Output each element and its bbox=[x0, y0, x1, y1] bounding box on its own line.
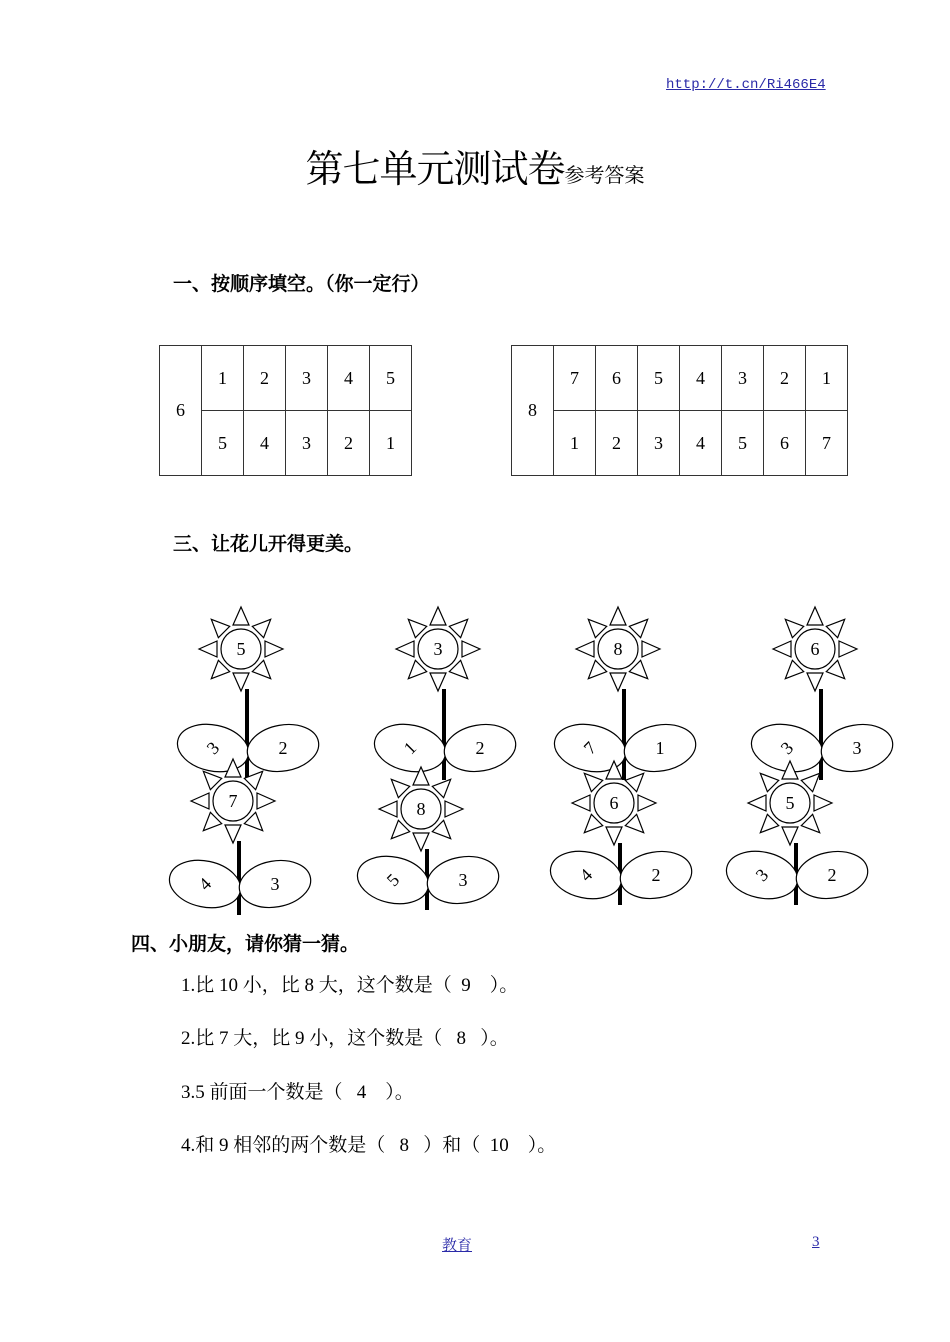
petal bbox=[233, 673, 249, 691]
flower bbox=[747, 607, 896, 780]
right-leaf-number: 2 bbox=[278, 738, 288, 758]
table-total-cell: 6 bbox=[160, 346, 202, 476]
petal bbox=[396, 641, 414, 657]
right-leaf-number: 2 bbox=[475, 738, 485, 758]
table-cell: 3 bbox=[286, 346, 328, 411]
left-leaf-number: 3 bbox=[202, 737, 224, 759]
petal bbox=[265, 641, 283, 657]
petal bbox=[610, 607, 626, 625]
flower-diagram bbox=[0, 590, 950, 930]
petal bbox=[257, 793, 275, 809]
petal bbox=[807, 607, 823, 625]
left-leaf-number: 4 bbox=[194, 873, 216, 895]
table-cell: 1 bbox=[202, 346, 244, 411]
right-leaf-number: 3 bbox=[852, 738, 862, 758]
flower-center-number: 8 bbox=[416, 799, 426, 819]
section3-heading: 三、让花儿开得更美。 bbox=[173, 533, 364, 555]
flower-center-number: 5 bbox=[785, 793, 795, 813]
header-url-link[interactable]: http://t.cn/Ri466E4 bbox=[666, 77, 826, 93]
flower bbox=[370, 607, 519, 780]
table-cell: 5 bbox=[722, 411, 764, 476]
table-cell: 3 bbox=[286, 411, 328, 476]
title-main: 第七单元测试卷 bbox=[305, 147, 565, 191]
sequence-table-8 bbox=[511, 345, 848, 476]
question-4: 4.和 9 相邻的两个数是（ 8 ）和（ 10 ）。 bbox=[181, 1135, 557, 1156]
flower bbox=[353, 767, 502, 910]
table-cell: 2 bbox=[764, 346, 806, 411]
table-cell: 7 bbox=[554, 346, 596, 411]
petal bbox=[379, 801, 397, 817]
petal bbox=[191, 793, 209, 809]
table-cell: 4 bbox=[680, 411, 722, 476]
question-2: 2.比 7 大，比 9 小，这个数是（ 8 ）。 bbox=[181, 1028, 509, 1049]
right-leaf-number: 3 bbox=[270, 874, 280, 894]
table-cell: 1 bbox=[806, 346, 848, 411]
table-cell: 4 bbox=[328, 346, 370, 411]
page-number[interactable]: 3 bbox=[812, 1234, 820, 1250]
table-cell: 4 bbox=[680, 346, 722, 411]
flower bbox=[173, 607, 322, 780]
petal bbox=[606, 827, 622, 845]
table-cell: 1 bbox=[554, 411, 596, 476]
petal bbox=[576, 641, 594, 657]
petal bbox=[413, 833, 429, 851]
petal bbox=[814, 795, 832, 811]
table-cell: 6 bbox=[764, 411, 806, 476]
petal bbox=[638, 795, 656, 811]
petal bbox=[462, 641, 480, 657]
left-leaf-number: 4 bbox=[575, 864, 597, 886]
question-1: 1.比 10 小，比 8 大，这个数是（ 9 ）。 bbox=[181, 975, 519, 996]
flower-center-number: 6 bbox=[609, 793, 619, 813]
petal bbox=[430, 673, 446, 691]
title-sub: 参考答案 bbox=[564, 163, 645, 187]
table-cell: 5 bbox=[370, 346, 412, 411]
flower-center-number: 3 bbox=[433, 639, 443, 659]
footer-link[interactable]: 教育 bbox=[442, 1236, 473, 1254]
petal bbox=[807, 673, 823, 691]
table-cell: 2 bbox=[596, 411, 638, 476]
petal bbox=[773, 641, 791, 657]
table-cell: 5 bbox=[638, 346, 680, 411]
table-cell: 3 bbox=[722, 346, 764, 411]
table-cell: 2 bbox=[328, 411, 370, 476]
table-total-cell: 8 bbox=[512, 346, 554, 476]
left-leaf-number: 5 bbox=[382, 869, 404, 891]
table-cell: 1 bbox=[370, 411, 412, 476]
flower-center-number: 6 bbox=[810, 639, 820, 659]
left-leaf-number: 3 bbox=[776, 737, 798, 759]
right-leaf-number: 3 bbox=[458, 870, 468, 890]
petal bbox=[642, 641, 660, 657]
question-3: 3.5 前面一个数是（ 4 ）。 bbox=[181, 1082, 414, 1103]
right-leaf-number: 2 bbox=[827, 865, 837, 885]
flower-center-number: 5 bbox=[236, 639, 246, 659]
table-cell: 5 bbox=[202, 411, 244, 476]
flower-center-number: 7 bbox=[228, 791, 238, 811]
flower bbox=[550, 607, 699, 780]
petal bbox=[610, 673, 626, 691]
sequence-table-6 bbox=[159, 345, 412, 476]
petal bbox=[430, 607, 446, 625]
table-cell: 3 bbox=[638, 411, 680, 476]
section4-heading: 四、小朋友，请你猜一猜。 bbox=[131, 933, 360, 955]
petal bbox=[233, 607, 249, 625]
table-cell: 2 bbox=[244, 346, 286, 411]
petal bbox=[748, 795, 766, 811]
left-leaf-number: 7 bbox=[579, 737, 601, 759]
flower bbox=[546, 761, 695, 905]
flower bbox=[722, 761, 871, 905]
petal bbox=[445, 801, 463, 817]
petal bbox=[225, 825, 241, 843]
right-leaf-number: 2 bbox=[651, 865, 661, 885]
left-leaf-number: 3 bbox=[751, 864, 773, 886]
section1-heading: 一、按顺序填空。（你一定行） bbox=[173, 273, 430, 295]
table-cell: 4 bbox=[244, 411, 286, 476]
right-leaf-number: 1 bbox=[655, 738, 665, 758]
table-cell: 7 bbox=[806, 411, 848, 476]
flower bbox=[165, 759, 314, 915]
left-leaf-number: 1 bbox=[399, 737, 421, 759]
flower-center-number: 8 bbox=[613, 639, 623, 659]
petal bbox=[199, 641, 217, 657]
petal bbox=[782, 827, 798, 845]
page-title bbox=[0, 138, 950, 193]
table-cell: 6 bbox=[596, 346, 638, 411]
petal bbox=[839, 641, 857, 657]
petal bbox=[572, 795, 590, 811]
